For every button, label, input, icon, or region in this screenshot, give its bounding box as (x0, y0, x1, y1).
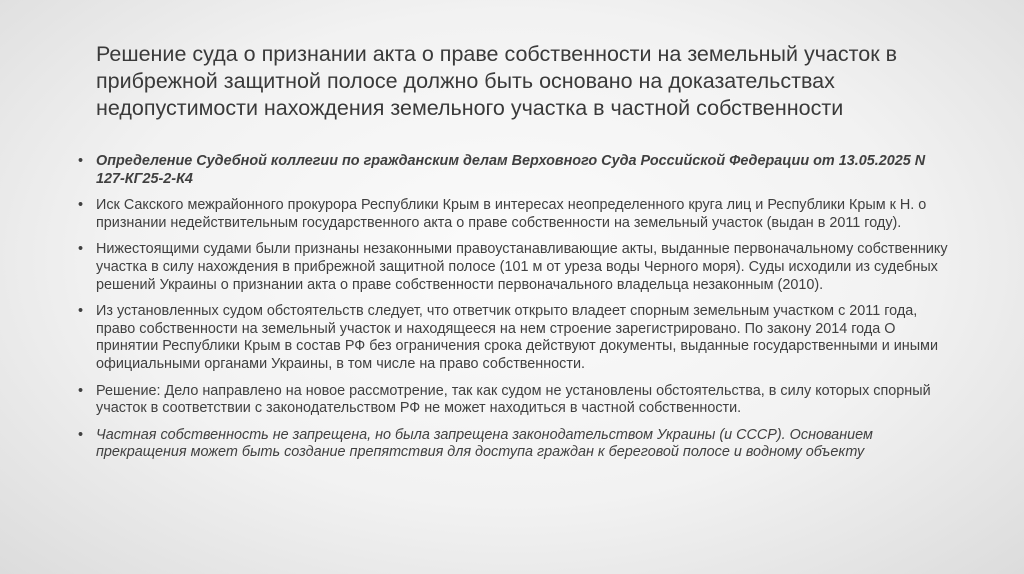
bullet-text: Из установленных судом обстоятельств следует, что ответчик открыто владеет спорным земельным участком с 2011 года, право собственности на земельный участок и находящееся на нем строение зарегистрировано. По закону 2014 года О принятии Республики Крым в состав РФ без ограничения срока действуют документы, выданные государственными и иными официальными органами Украины, в том числе на право собственности. (96, 303, 938, 372)
bullet-dot-icon: • (78, 153, 84, 169)
bullet-item-conclusion (78, 427, 953, 462)
bullet-text: Частная собственность не запрещена, но была запрещена законодательством Украины (и СССР). Основанием прекращения может быть создание препятствия для доступа граждан к береговой полосе и водному объекту (96, 426, 873, 461)
bullet-dot-icon: • (78, 426, 84, 443)
bullet-text: Иск Сакского межрайонного прокурора Республики Крым в интересах неопределенного круга лиц и Республики Крым к Н. о признании недействительным государственного акта о праве собственности на земельный участок (выдан в 2011 году). (96, 197, 927, 231)
bullet-dot-icon: • (78, 382, 84, 399)
bullet-text: Нижестоящими судами были признаны незаконными правоустанавливающие акты, выданные первоначальному собственнику участка в силу нахождения в прибрежной защитной полосе (101 м от уреза воды Черного моря). Суды исходили из судебных решений Украины о признании акта о праве собственности первоначального владельца незаконным (2010). (96, 241, 948, 293)
bullet-dot-icon: • (78, 197, 84, 214)
bullet-item-circumstances (78, 303, 953, 373)
bullet-item-decision (78, 383, 953, 418)
bullet-text: Определение Судебной коллегии по гражданским делам Верховного Суда Российской Федерации от 13.05.2025 N 127-КГ25-2-К4 (96, 153, 926, 187)
bullet-dot-icon: • (78, 241, 84, 258)
bullet-dot-icon: • (78, 303, 84, 320)
slide-title: Решение суда о признании акта о праве собственности на земельный участок в прибрежной защитной полосе должно быть основано на доказательствах недопустимости нахождения земельного участка в частной собственности (96, 42, 897, 120)
bullet-list (78, 153, 953, 471)
bullet-text: Решение: Дело направлено на новое рассмотрение, так как судом не установлены обстоятельства, в силу которых спорный участок в соответствии с законодательством РФ не может находиться в частной собственности. (96, 382, 931, 417)
bullet-item-ruling-reference (78, 153, 953, 188)
bullet-item-claim (78, 197, 953, 232)
bullet-item-lower-courts (78, 241, 953, 294)
